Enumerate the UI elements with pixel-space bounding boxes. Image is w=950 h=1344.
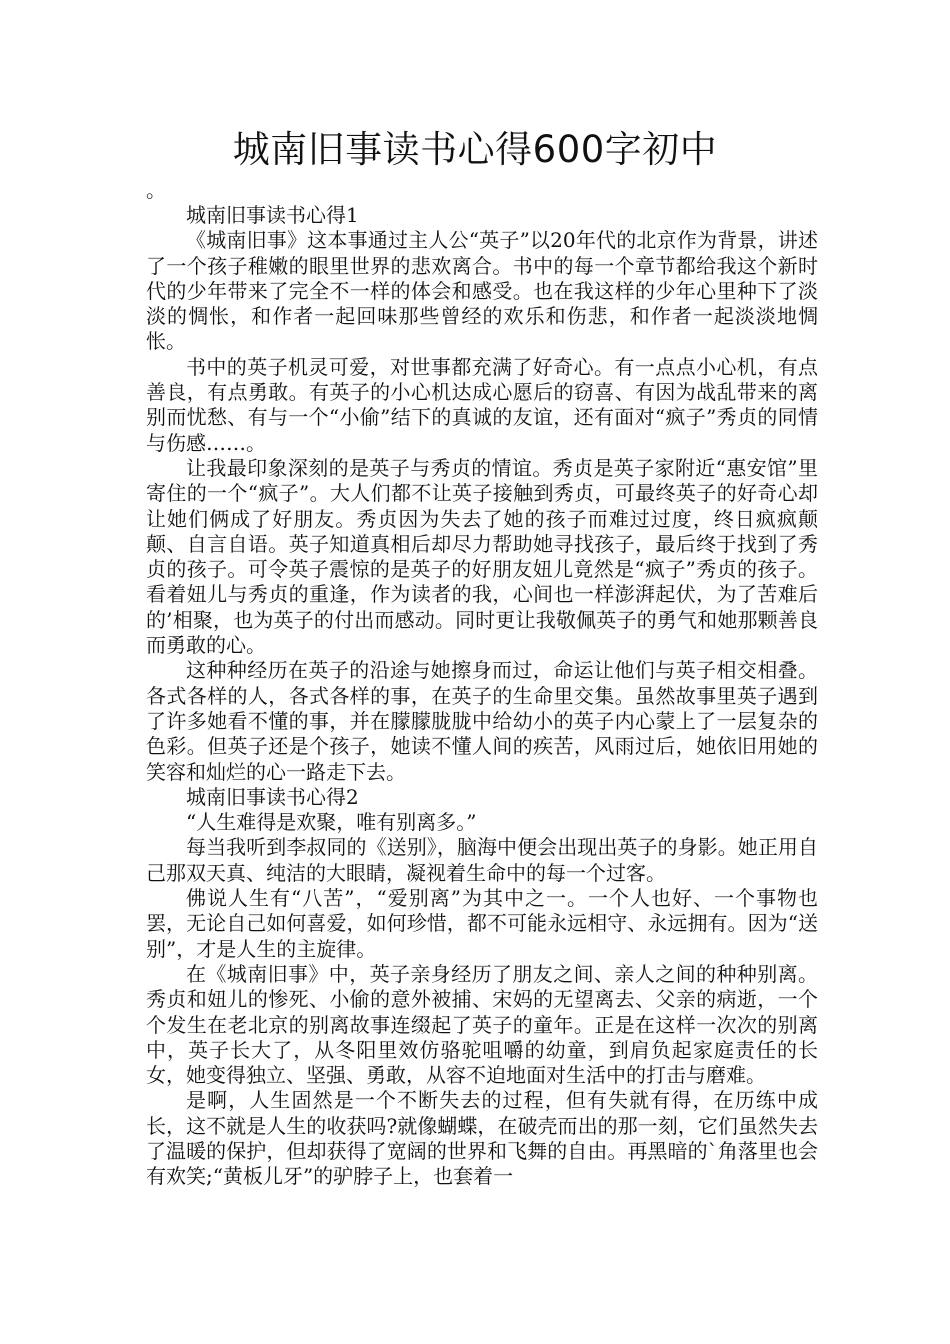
lead-mark: 。 [146, 178, 166, 202]
paragraph: 书中的英子机灵可爱，对世事都充满了好奇心。有一点点小心机，有点善良，有点勇敢。有英子的小心机达成心愿后的窃喜、有因为战乱带来的离别而忧愁、有与一个“小偷”结下的真诚的友谊，还有面对“疯子”秀贞的同情与伤感……。 [146, 354, 818, 455]
paragraph: 在《城南旧事》中，英子亲身经历了朋友之间、亲人之间的种种别离。秀贞和妞儿的惨死、小偷的意外被捕、宋妈的无望离去、父亲的病逝，一个个发生在老北京的别离故事连缀起了英子的童年。正是在这样一次次的别离中，英子长大了，从冬阳里效仿骆驼咀嚼的幼童，到肩负起家庭责任的长女，她变得独立、坚强、勇敢，从容不迫地面对生活中的打击与磨难。 [146, 961, 818, 1088]
paragraph: 《城南旧事》这本事通过主人公“英子”以20年代的北京作为背景，讲述了一个孩子稚嫩的眼里世界的悲欢离合。书中的每一个章节都给我这个新时代的少年带来了完全不一样的体会和感受。也在我这样的少年心里种下了淡淡的惆怅，和作者一起回味那些曾经的欢乐和伤悲，和作者一起淡淡地惆怅。 [146, 228, 818, 354]
document-body [146, 178, 818, 1190]
paragraph: 佛说人生有“八苦”，“爱别离”为其中之一。一个人也好、一个事物也罢，无论自己如何喜爱，如何珍惜，都不可能永远相守、永远拥有。因为“送别”，才是人生的主旋律。 [146, 886, 818, 961]
paragraph: 每当我听到李叔同的《送别》，脑海中便会出现出英子的身影。她正用自己那双天真、纯洁的大眼睛，凝视着生命中的每一个过客。 [146, 835, 818, 885]
paragraph: 是啊，人生固然是一个不断失去的过程，但有失就有得，在历练中成长，这不就是人生的收获吗?就像蝴蝶，在破壳而出的那一刻，它们虽然失去了温暖的保护，但却获得了宽阔的世界和飞舞的自由。再黑暗的`角落里也会有欢笑;“黄板儿牙”的驴脖子上，也套着一 [146, 1088, 818, 1189]
paragraph: 这种种经历在英子的沿途与她擦身而过，命运让他们与英子相交相叠。各式各样的人，各式各样的事，在英子的生命里交集。虽然故事里英子遇到了许多她看不懂的事，并在朦朦胧胧中给幼小的英子内心蒙上了一层复杂的色彩。但英子还是个孩子，她读不懂人间的疾苦，风雨过后，她依旧用她的笑容和灿烂的心一路走下去。 [146, 658, 818, 784]
paragraph: 让我最印象深刻的是英子与秀贞的情谊。秀贞是英子家附近“惠安馆”里寄住的一个“疯子”。大人们都不让英子接触到秀贞，可最终英子的好奇心却让她们俩成了好朋友。秀贞因为失去了她的孩子而难过过度，终日疯疯颠颠、自言自语。英子知道真相后却尽力帮助她寻找孩子，最后终于找到了秀贞的孩子。可令英子震惊的是英子的好朋友妞儿竟然是“疯子”秀贞的孩子。看着妞儿与秀贞的重逢，作为读者的我，心间也一样澎湃起伏，为了苦难后的’相聚，也为英子的付出而感动。同时更让我敬佩英子的勇气和她那颗善良而勇敢的心。 [146, 455, 818, 658]
quote-paragraph: “人生难得是欢聚，唯有别离多。” [186, 810, 477, 835]
document-title: 城南旧事读书心得600字初中 [232, 128, 718, 171]
section-heading-2: 城南旧事读书心得2 [186, 784, 359, 809]
section-heading-1: 城南旧事读书心得1 [186, 203, 359, 227]
